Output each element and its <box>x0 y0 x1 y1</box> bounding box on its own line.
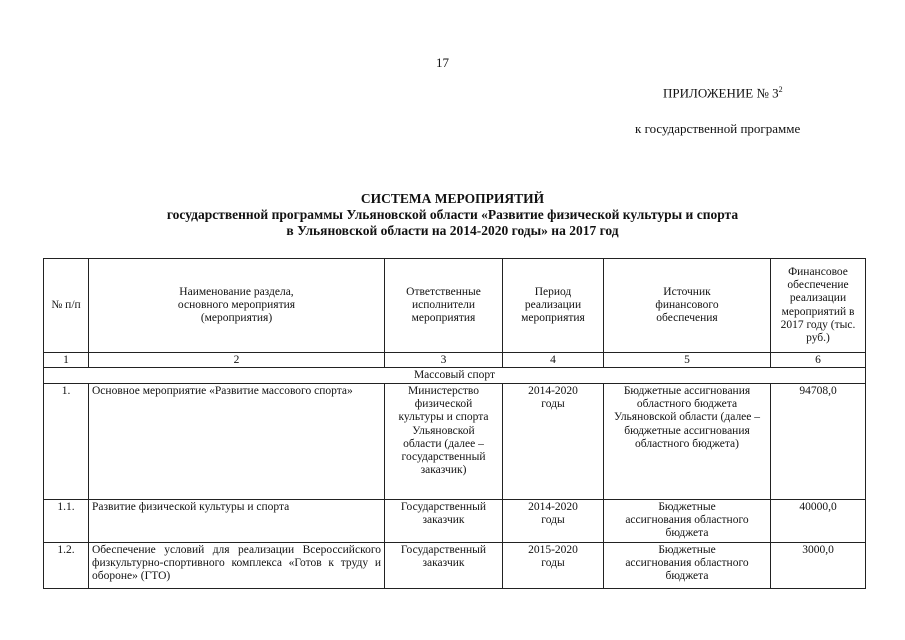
column-number-row <box>44 353 866 368</box>
appendix-title <box>663 85 783 101</box>
header-executor: Ответственные исполнители мероприятия <box>385 259 503 353</box>
row-period: 2015-2020 годы <box>503 543 604 589</box>
title-line-1: СИСТЕМА МЕРОПРИЯТИЙ <box>360 191 545 206</box>
page-number: 17 <box>436 55 449 70</box>
row-name: Основное мероприятие «Развитие массового спорта» <box>89 384 385 500</box>
header-amount: Финансовое обеспечение реализации мероприятий в 2017 году (тыс. руб.) <box>771 259 866 353</box>
document-title <box>0 191 905 239</box>
row-executor: Государственный заказчик <box>385 500 503 543</box>
column-number: 6 <box>771 353 866 368</box>
appendix-subtitle: к государственной программе <box>635 121 801 136</box>
appendix-superscript: 2 <box>778 85 783 94</box>
row-number: 1. <box>44 384 89 500</box>
row-executor: Министерство физической культуры и спорта Ульяновской области (далее – государственный заказчик) <box>385 384 503 500</box>
column-number: 5 <box>604 353 771 368</box>
row-period: 2014-2020 годы <box>503 384 604 500</box>
row-name: Развитие физической культуры и спорта <box>89 500 385 543</box>
header-period: Период реализации мероприятия <box>503 259 604 353</box>
row-executor: Государственный заказчик <box>385 543 503 589</box>
section-row <box>44 368 866 384</box>
header-source: Источник финансового обеспечения <box>604 259 771 353</box>
row-source: Бюджетные ассигнования областного бюджета <box>604 543 771 589</box>
row-period: 2014-2020 годы <box>503 500 604 543</box>
column-number: 3 <box>385 353 503 368</box>
column-number: 1 <box>44 353 89 368</box>
title-line-3: в Ульяновской области на 2014-2020 годы» на 2017 год <box>286 223 619 238</box>
table-row <box>44 500 866 543</box>
header-number: № п/п <box>44 259 89 353</box>
row-number: 1.2. <box>44 543 89 589</box>
title-line-2: государственной программы Ульяновской области «Развитие физической культуры и спорта <box>166 207 739 222</box>
header-name: Наименование раздела, основного мероприятия (мероприятия) <box>89 259 385 353</box>
table-row <box>44 384 866 500</box>
appendix-title-text: ПРИЛОЖЕНИЕ № 3 <box>663 85 779 101</box>
column-number: 4 <box>503 353 604 368</box>
row-source: Бюджетные ассигнования областного бюджета Ульяновской области (далее – бюджетные ассигнования областного бюджета) <box>604 384 771 500</box>
measures-table <box>43 258 866 589</box>
row-source: Бюджетные ассигнования областного бюджета <box>604 500 771 543</box>
section-title: Массовый спорт <box>44 368 866 384</box>
row-amount: 94708,0 <box>771 384 866 500</box>
table-row <box>44 543 866 589</box>
table-header-row <box>44 259 866 353</box>
row-amount: 3000,0 <box>771 543 866 589</box>
column-number: 2 <box>89 353 385 368</box>
row-number: 1.1. <box>44 500 89 543</box>
row-amount: 40000,0 <box>771 500 866 543</box>
row-name: Обеспечение условий для реализации Всероссийского физкультурно-спортивного комплекса «Готов к труду и обороне» (ГТО) <box>89 543 385 589</box>
